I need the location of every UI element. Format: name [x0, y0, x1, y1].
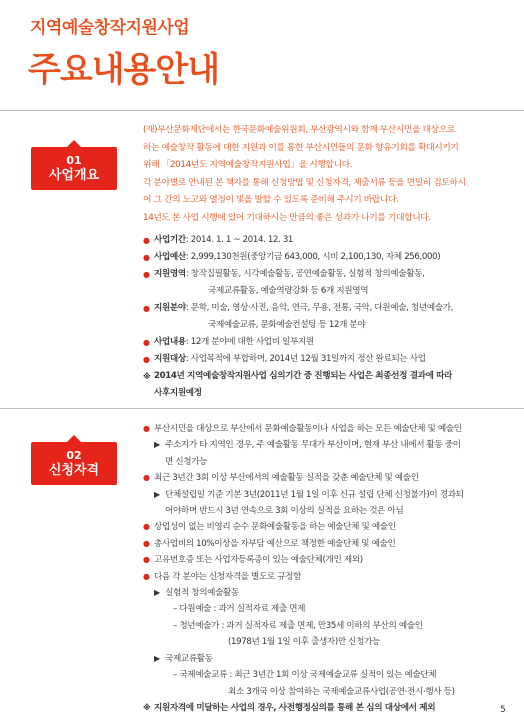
intro-line: (재)부산문화재단에서는 한국문화예술위원회, 부산광역시와 함께 부산시민을 대상으로 — [143, 125, 455, 135]
section-number: 01 — [66, 154, 82, 167]
sub-item — [143, 585, 507, 601]
item-text: 다음 각 분야는 신청자격을 별도로 규정함 — [154, 571, 302, 582]
note-item — [143, 368, 507, 385]
section-label: 신청자격 — [48, 463, 100, 478]
arrow-icon: ▶ — [154, 653, 160, 663]
bullet-icon: ● — [143, 355, 150, 364]
list-item — [143, 519, 507, 535]
intro-line: 어 그 간의 노고와 열정이 빛을 발할 수 있도록 준비해 주시기 바랍니다. — [143, 195, 399, 205]
bullet-icon: ● — [143, 236, 150, 245]
sub-sub-item: – 다원예술 : 과거 실적자료 제출 면제 — [173, 604, 306, 615]
item-text: 주소지가 타 지역인 경우, 주 예술활동 무대가 부산이며, 현재 부산 내에서 활동 중이 — [165, 440, 461, 451]
intro-line: 위해 「2014년도 지역예술창작지원사업」을 시행합니다. — [143, 160, 353, 170]
arrow-icon: ▶ — [154, 489, 160, 499]
section-number: 02 — [66, 449, 82, 462]
list-item — [143, 569, 507, 585]
divider — [0, 110, 524, 111]
section-badge-eligibility — [31, 435, 117, 485]
sub-item — [143, 651, 507, 667]
note-item — [143, 700, 507, 716]
item-text: 국제교류활동 — [165, 653, 213, 664]
item-key: 지원대상 — [154, 354, 186, 364]
item-text: 고유번호증 또는 사업자등록증이 있는 예술단체(개인 제외) — [154, 555, 363, 566]
item-continuation: (1978년 1월 1일 이후 출생자)만 신청가능 — [228, 637, 380, 648]
item-value: : 2,999,130천원(중앙기금 643,000, 시비 2,100,130, 자체 256,000) — [185, 252, 441, 262]
item-continuation: 국제예술교류, 문화예술컨설팅 등 12개 분야 — [208, 320, 366, 330]
bullet-icon: ● — [143, 270, 150, 279]
item-value: : 문학, 미술, 영상·사진, 음악, 연극, 무용, 전통, 국악, 다원예술, 청년예술가, — [185, 303, 454, 313]
list-item — [143, 552, 507, 568]
badge-triangle — [67, 140, 81, 147]
page-title: 주요내용안내 — [28, 50, 220, 90]
list-item — [143, 470, 507, 486]
item-text: 최근 3년간 3회 이상 부산에서의 예술활동 실적을 갖춘 예술단체 및 예술인 — [154, 473, 419, 484]
item-text: 실험적 창의예술활동 — [165, 588, 239, 599]
item-text: 상업성이 없는 비영리 순수 문화예술활동을 하는 예술단체 및 예술인 — [154, 522, 396, 533]
item-value: : 창작집필활동, 시각예술활동, 공연예술활동, 실험적 창의예술활동, — [185, 269, 425, 279]
item-key: 지원영역 — [154, 269, 186, 279]
list-item — [143, 300, 507, 317]
note-text: 2014년 지역예술창작지원사업 심의기간 중 진행되는 사업은 최종선정 결과에 따라 — [154, 371, 453, 381]
arrow-icon: ▶ — [154, 588, 160, 598]
item-value: : 사업목적에 부합하며, 2014년 12월 31일까지 정산 완료되는 사업 — [185, 354, 426, 364]
eligibility-list — [143, 421, 507, 716]
bullet-icon: ● — [143, 538, 150, 548]
item-text: 단체설립일 기준 기본 3년(2011년 1월 1일 이후 신규 설립 단체 신청불가)이 경과되 — [165, 489, 464, 500]
item-key: 사업예산 — [154, 252, 186, 262]
intro-line: 각 분야별로 안내된 본 책자를 통해 신청방법 및 신청자격, 제출서류 등을 면밀히 검토하시 — [143, 177, 466, 188]
badge-triangle — [67, 435, 81, 442]
list-item — [143, 334, 507, 351]
sub-item — [143, 487, 507, 503]
bullet-icon: ● — [143, 571, 150, 581]
item-value: : 12개 분야에 대한 사업비 일부지원 — [185, 337, 314, 347]
list-item — [143, 421, 507, 437]
list-item — [143, 266, 507, 283]
item-text: 총사업비의 10%이상을 자부담 예산으로 책정한 예술단체 및 예술인 — [154, 538, 396, 549]
bullet-icon: ● — [143, 304, 150, 313]
sub-sub-item: – 청년예술가 : 과거 실적자료 제출 면제, 만35세 이하의 부산의 예술인 — [173, 620, 423, 631]
note-mark: ※ — [143, 372, 151, 381]
bullet-icon: ● — [143, 555, 150, 565]
bullet-icon: ● — [143, 338, 150, 347]
bullet-icon: ● — [143, 424, 150, 433]
bullet-icon: ● — [143, 473, 150, 483]
list-item — [143, 351, 507, 368]
note-text: 지원자격에 미달하는 사업의 경우, 사전행정심의를 통해 본 심의 대상에서 제외 — [154, 702, 436, 713]
section-badge-overview — [31, 140, 117, 190]
item-continuation: 국제교류활동, 예술역량강화 등 6개 지원영역 — [208, 286, 369, 296]
intro-line: 14년도 본 사업 시행에 있어 기대하시는 만큼의 좋은 성과가 나기를 기대합니다. — [143, 212, 431, 223]
note-mark: ※ — [143, 702, 151, 712]
badge-box — [31, 442, 117, 485]
item-key: 사업기간 — [154, 235, 186, 245]
list-item — [143, 232, 507, 249]
item-continuation: 어야하며 반드시 3년 연속으로 3회 이상의 실적을 요하는 것은 아님 — [165, 506, 404, 517]
bullet-icon: ● — [143, 522, 150, 532]
intro-line: 하는 예술창작 활동에 대한 지원과 이를 통한 부산시민들의 문화 향유기회를 확대시키기 — [143, 142, 459, 153]
bullet-icon: ● — [143, 253, 150, 262]
sub-item — [143, 437, 507, 453]
list-item — [143, 249, 507, 266]
overview-list — [143, 232, 507, 402]
item-continuation: 면 신청가능 — [165, 456, 208, 467]
list-item — [143, 536, 507, 552]
divider — [0, 408, 524, 409]
arrow-icon: ▶ — [154, 440, 160, 450]
header-subtitle: 지역예술창작지원사업 — [30, 18, 190, 38]
intro-text — [143, 122, 507, 227]
item-value: : 2014. 1. 1 ~ 2014. 12. 31 — [185, 235, 294, 245]
page-number: 5 — [500, 705, 506, 715]
item-continuation: 최소 3개국 이상 참여하는 국제예술교류사업(공연·전시·행사 등) — [228, 686, 455, 697]
note-continuation: 사후지원예정 — [154, 388, 202, 398]
badge-box — [31, 147, 117, 190]
item-text: 부산시민을 대상으로 부산에서 문화예술활동이나 사업을 하는 모든 예술단체 및 예술인 — [154, 424, 462, 434]
section-label: 사업개요 — [48, 168, 100, 183]
sub-sub-item: – 국제예술교류 : 최근 3년간 1회 이상 국제예술교류 실적이 있는 예술단체 — [173, 670, 437, 681]
item-key: 지원분야 — [154, 303, 186, 313]
item-key: 사업내용 — [154, 337, 186, 347]
